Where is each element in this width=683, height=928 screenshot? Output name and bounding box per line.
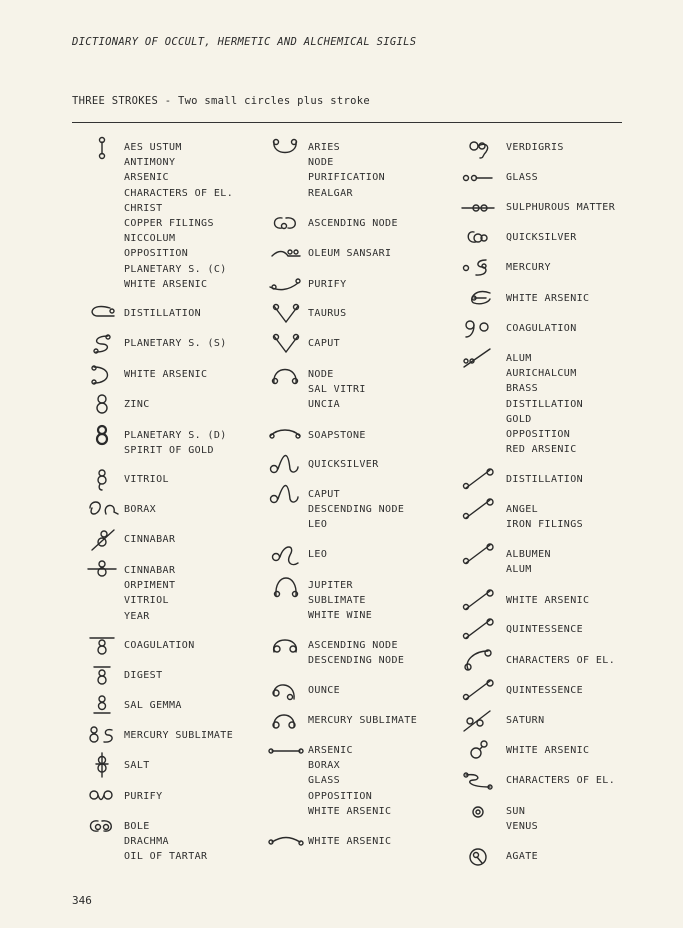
sigil-label: SALT [124,760,150,771]
sigil-labels [308,578,372,624]
sigil-label: SATURN [506,715,545,726]
sigil-label: SUBLIMATE [308,595,366,607]
struck-eight-sigil [84,530,120,548]
sigil-label: DISTILLATION [124,308,202,319]
sigil-label: WHITE ARSENIC [506,745,590,756]
sigil-labels [506,773,615,788]
sigil-label: CAPUT [308,489,341,500]
sigil-label: NODE [308,369,334,380]
sigil-label: CHARACTERS OF EL. [506,655,616,666]
sigil-label: WHITE ARSENIC [308,836,392,847]
sigil-labels [308,487,404,533]
sigil-labels [124,789,163,804]
sigil-label: AES USTUM [124,142,182,153]
linked-loops-sigil [460,228,496,246]
sigil-label: CHARACTERS OF EL. [506,775,616,786]
sigil-labels [506,849,538,864]
sigil-label: UNCIA [308,399,341,411]
sigil-label: PURIFICATION [308,172,386,184]
page-header: DICTIONARY OF OCCULT, HERMETIC AND ALCHEMICAL SIGILS [72,36,417,48]
hook-loop-sigil [84,304,120,322]
slash-circles-sigil [460,500,496,518]
leo-sigil [268,545,304,563]
crossed-slash-sigil [460,711,496,729]
sigil-label: DESCENDING NODE [308,504,405,516]
sigil-labels [506,502,583,532]
sigil-label: ARSENIC [124,172,169,184]
sigil-label: ARSENIC [308,745,353,756]
sigil-labels [308,306,347,321]
heading-rule [72,122,622,123]
circled-symbol-sigil [460,847,496,865]
sigil-labels [124,140,233,292]
sigil-label: MERCURY SUBLIMATE [124,730,234,741]
sigil-label: TAURUS [308,308,347,319]
sigil-label: IRON FILINGS [506,519,584,531]
sigil-label: DESCENDING NODE [308,655,405,667]
sigil-label: QUINTESSENCE [506,624,584,635]
sigil-labels [506,547,551,577]
sigil-label: GLASS [308,775,341,787]
figure-eight-sigil [84,395,120,413]
lambda-loop-sigil [268,485,304,503]
sigil-label: WHITE ARSENIC [506,595,590,606]
sigil-label: REALGAR [308,187,353,199]
sigil-label: QUICKSILVER [308,459,379,470]
ram-horns-sigil [268,138,304,156]
sigil-label: AGATE [506,851,539,862]
sigil-labels [124,563,175,624]
sigil-label: COAGULATION [124,640,195,651]
looped-e-sigil [460,289,496,307]
vertical-loop-sigil [84,138,120,156]
nine-zero-sigil [460,319,496,337]
eight-tail-sigil [84,470,120,488]
sigil-labels [124,306,201,321]
sigil-label: CAPUT [308,338,341,349]
sigil-label: PLANETARY S. (D) [124,430,227,441]
sigil-label: SULPHUROUS MATTER [506,202,616,213]
sigil-label: VITRIOL [124,474,169,485]
sigil-label: GLASS [506,172,539,183]
sigil-label: MERCURY SUBLIMATE [308,715,418,726]
dumbbell-sigil [268,741,304,759]
sigil-label: OIL OF TARTAR [124,851,208,863]
sigil-label: ASCENDING NODE [308,640,398,651]
sigil-label: RED ARSENIC [506,444,577,456]
arch-sigil [268,365,304,383]
open-arch-sigil [268,711,304,729]
sigil-label: BOLE [124,821,150,832]
sigil-label: WHITE ARSENIC [308,805,392,817]
barred-circles-sigil [460,198,496,216]
sigil-labels [124,336,227,351]
sigil-labels [308,713,417,728]
sigil-label: LEO [308,519,328,531]
curl-arch-sigil [268,681,304,699]
linked-c-sigil [84,817,120,835]
sigil-label: OPPOSITION [308,790,373,802]
sigil-labels [506,713,545,728]
sigil-labels [308,216,398,231]
flat-arch-sigil [268,426,304,444]
sigil-labels [506,291,589,306]
underlined-eight-sigil [84,696,120,714]
sigil-label: DIGEST [124,670,163,681]
loop-omega-sigil [84,500,120,518]
sigil-label: ALBUMEN [506,549,551,560]
sigil-label: SAL GEMMA [124,700,182,711]
sigil-label: PURIFY [308,279,347,290]
sigil-label: OLEUM SANSARI [308,248,392,259]
barred-eight-sigil [84,636,120,654]
sigil-label: NODE [308,157,334,169]
nine-loop-sigil [460,138,496,156]
sigil-label: GOLD [506,413,532,425]
sigil-labels [124,397,150,412]
sigil-labels [506,683,583,698]
slash-circles-sigil [460,591,496,609]
sigil-labels [124,638,195,653]
sigil-label: OPPOSITION [124,248,189,260]
sigil-labels [506,170,538,185]
sigil-label: JUPITER [308,580,353,591]
reversed-c-sigil [84,365,120,383]
sigil-label: VENUS [506,821,539,833]
sigil-label: WHITE ARSENIC [124,369,208,380]
section-heading: THREE STROKES - Two small circles plus stroke [72,95,370,107]
sigil-labels [124,668,163,683]
sigil-label: NICCOLUM [124,233,176,245]
sigil-label: COAGULATION [506,323,577,334]
sigil-label: CHRIST [124,202,163,214]
sigil-label: LEO [308,549,328,560]
sigil-labels [506,653,615,668]
sigil-labels [506,230,577,245]
sigil-label: SOAPSTONE [308,430,366,441]
bowl-stroke-sigil [268,275,304,293]
sigil-label: VERDIGRIS [506,142,564,153]
eight-s-sigil [84,726,120,744]
sigil-label: YEAR [124,610,150,622]
sigil-labels [124,502,156,517]
sigil-labels [308,683,340,698]
sigil-labels [308,457,379,472]
sigil-label: MERCURY [506,262,551,273]
sigil-label: ALUM [506,564,532,576]
sigil-labels [308,367,366,413]
sigil-labels [308,140,385,201]
slash-circles-sigil [460,545,496,563]
sigil-label: PURIFY [124,791,163,802]
sigil-label: CHARACTERS OF EL. [124,187,234,199]
target-sigil [460,802,496,820]
slash-circles-sigil [460,470,496,488]
sigil-label: DISTILLATION [506,398,584,410]
small-arc-sigil [268,244,304,262]
sigil-label: SPIRIT OF GOLD [124,445,214,457]
sigil-label: QUICKSILVER [506,232,577,243]
sigil-labels [308,336,340,351]
sigil-labels [124,758,150,773]
vertical-barred-eight-sigil [84,756,120,774]
sigil-label: ARIES [308,142,341,153]
sigil-label: CINNABAR [124,565,176,576]
sigil-label: WHITE ARSENIC [124,278,208,290]
sigil-labels [308,638,404,668]
sigil-labels [308,277,347,292]
sigil-label: SUN [506,806,526,817]
sigil-labels [308,834,391,849]
sigil-label: CINNABAR [124,534,176,545]
page-number: 346 [72,894,92,907]
sigil-label: WHITE WINE [308,610,373,622]
sigil-label: AURICHALCUM [506,368,577,380]
s-line-sigil [460,771,496,789]
v-horns-sigil [268,334,304,352]
slash-circles-sigil [460,620,496,638]
sigil-label: OUNCE [308,685,341,696]
sigil-labels [308,428,366,443]
sigil-labels [124,819,207,865]
sigil-label: ALUM [506,353,532,364]
bridge-sigil [268,832,304,850]
tall-arch-sigil [268,576,304,594]
sigil-labels [308,246,391,261]
sigil-label: PLANETARY S. (S) [124,338,227,349]
sigil-labels [124,367,207,382]
sigil-labels [308,547,327,562]
slash-circles-sigil [460,681,496,699]
sigil-label: COPPER FILINGS [124,218,214,230]
circle-line-sigil [460,168,496,186]
horseshoe-sigil [268,636,304,654]
sigil-label: VITRIOL [124,595,169,607]
sigil-label: OPPOSITION [506,429,571,441]
sigil-label: DISTILLATION [506,474,584,485]
double-loop-sigil [84,787,120,805]
sigil-labels [124,472,169,487]
sigil-label: ANGEL [506,504,539,515]
sigil-label: BORAX [124,504,157,515]
circle-s-sigil [460,258,496,276]
bold-figure-eight-sigil [84,426,120,444]
sigil-labels [506,804,538,834]
sigil-labels [506,351,583,457]
joined-c-sigil [268,214,304,232]
circle-loop-sigil [460,741,496,759]
sigil-labels [124,428,227,458]
sigil-labels [506,140,564,155]
sigil-labels [124,728,233,743]
lambda-loop-sigil [268,455,304,473]
crossed-eight-sigil [84,561,120,579]
sigil-labels [124,698,182,713]
sigil-labels [506,200,615,215]
diagonal-stroke-sigil [460,349,496,367]
sigil-label: PLANETARY S. (C) [124,263,227,275]
sigil-label: ASCENDING NODE [308,218,398,229]
sigil-labels [506,622,583,637]
sigil-label: BORAX [308,760,341,772]
sigil-label: WHITE ARSENIC [506,293,590,304]
curved-slash-sigil [460,651,496,669]
v-horns-sigil [268,304,304,322]
sigil-label: ZINC [124,399,150,410]
sigil-labels [506,260,551,275]
sigil-labels [506,593,589,608]
sigil-label: BRASS [506,383,539,395]
sigil-labels [124,532,175,547]
sigil-labels [506,321,577,336]
sigil-label: DRACHMA [124,836,169,848]
s-curve-sigil [84,334,120,352]
sigil-labels [506,743,589,758]
sigil-labels [308,743,391,819]
topped-eight-sigil [84,666,120,684]
sigil-label: ANTIMONY [124,157,176,169]
sigil-label: QUINTESSENCE [506,685,584,696]
sigil-label: SAL VITRI [308,384,366,396]
sigil-labels [506,472,583,487]
sigil-label: ORPIMENT [124,580,176,592]
